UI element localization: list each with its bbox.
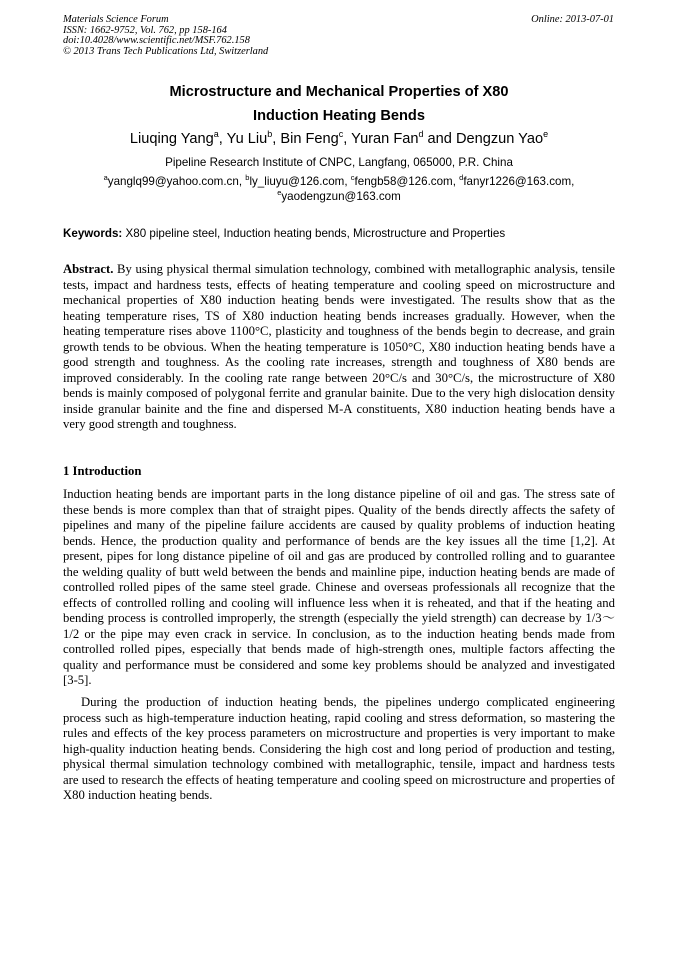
author-name: Liuqing Yang xyxy=(129,131,214,147)
affiliation: Pipeline Research Institute of CNPC, Langfang, 065000, P.R. China xyxy=(165,156,513,169)
abstract xyxy=(63,262,615,433)
email-address: fengb58@126.com xyxy=(354,175,453,188)
issn-line: ISSN: 1662-9752, Vol. 762, pp 158-164 xyxy=(63,24,227,36)
abstract-label: Abstract. xyxy=(63,262,114,276)
author-name: Yuran Fan xyxy=(351,131,419,147)
journal-header xyxy=(63,15,268,57)
keywords xyxy=(63,226,615,242)
author-name: Yu Liu xyxy=(226,131,268,147)
abstract-text: By using physical thermal simulation technology, combined with metallographic analysis, tensile tests, impact and hardness tests, effects of heating temperature and cooling speed on microstructure and mechanical properties of X80 induction heating bends were investigated. The results show that as the heating temperature rises, TS of X80 induction heating bends increases gradually. However, when the heating temperature rises above 1100°C, plasticity and toughness of the bends begin to decrease, and grain growth tends to be obvious. When the heating temperature is 1050°C, X80 induction heating bends have a good strength and toughness. As the cooling rate increases, strength and toughness of X80 bends are improved considerably. In the cooling rate range between 20°C/s and 30°C/s, the microstructure of X80 bends is mainly composed of polygonal ferrite and granular bainite. Due to the very high dislocation density inside granular bainite and the fine and dispersed M-A constituents, X80 induction heating bends have a very good strength and toughness. xyxy=(63,262,615,431)
email-separator: , xyxy=(344,175,351,188)
author-separator: , xyxy=(343,131,352,147)
intro-paragraph-2: During the production of induction heating bends, the pipelines undergo complicated engineering process such as high-temperature induction heating, rapid cooling and stress deformation, so mastering the rules and effects of the key process parameters on microstructure and properties is very important to make high-quality induction heating bends. Considering the high cost and long period of production and testing, physical thermal simulation technology combined with metallographic, tensile, impact and hardness tests are used to research the effects of heating temperature and cooling speed on microstructure and properties of X80 induction heating bends. xyxy=(63,695,615,802)
email-line-2 xyxy=(63,189,615,204)
author-mark: d xyxy=(418,129,424,139)
email-mark: e xyxy=(277,188,282,197)
author-separator: , xyxy=(218,131,227,147)
email-address: yanglq99@yahoo.com.cn xyxy=(107,175,239,188)
email-mark: c xyxy=(350,173,355,182)
author-mark: c xyxy=(338,129,344,139)
paper-title xyxy=(0,80,678,128)
email-address: ly_liuyu@126.com xyxy=(249,175,345,188)
section-heading: 1 Introduction xyxy=(63,464,142,478)
email-list xyxy=(63,174,615,204)
email-separator: , xyxy=(452,175,460,188)
author-mark: b xyxy=(267,129,273,139)
email-mark: a xyxy=(103,173,108,182)
email-mark: b xyxy=(245,173,250,182)
email-separator: , xyxy=(238,175,246,188)
doi-line: doi:10.4028/www.scientific.net/MSF.762.158 xyxy=(63,35,250,47)
author-mark: a xyxy=(213,129,219,139)
author-separator: , xyxy=(272,131,281,147)
email-address: fanyr1226@163.com xyxy=(463,175,572,188)
author-list xyxy=(0,129,678,149)
author-name: Dengzun Yao xyxy=(455,131,544,147)
copyright-line: © 2013 Trans Tech Publications Ltd, Switzerland xyxy=(63,45,269,57)
author-separator: and xyxy=(423,131,456,147)
title-line-1: Microstructure and Mechanical Properties of X80 xyxy=(169,84,509,100)
online-date: Online: 2013-07-01 xyxy=(531,14,614,25)
author-name: Bin Feng xyxy=(280,131,339,147)
email-mark: d xyxy=(459,173,464,182)
journal-name: Materials Science Forum xyxy=(63,14,169,25)
email-address: yaodengzun@163.com xyxy=(281,190,401,203)
title-line-2: Induction Heating Bends xyxy=(253,108,425,124)
author-mark: e xyxy=(543,129,549,139)
keywords-text: X80 pipeline steel, Induction heating bends, Microstructure and Properties xyxy=(125,227,506,240)
keywords-label: Keywords: xyxy=(63,227,123,240)
intro-paragraph-1: Induction heating bends are important parts in the long distance pipeline of oil and gas. The stress sate of these bends is more complex than that of straight pipes. Quality of the bends directly affects the safety of pipelines and many of the pipeline failure accidents are caused by quality problems of induction heating bends. Hence, the production quality and performance of bends are the key issues all the time [1,2]. At present, pipes for long distance pipeline of oil and gas are produced by controlled rolling and to guarantee the welding quality of butt weld between the bends and mainline pipe, induction heating bends are made of controlled rolled pipes of the same steel grade. Chinese and overseas professionals all recognize that the effects of controlled rolling and cooling will influence less when it is reheated, and that if the heating and bending process is controlled improperly, the strength (especially the yield strength) can decrease by 1/3～1/2 or the pipe may even crack in service. In conclusion, as to the induction heating bends made from controlled rolled pipes, especially that bends made of high-strength ones, multiple factors affecting the quality and performance must be considered and some key problems should be analyzed and investigated [3-5]. xyxy=(63,487,615,687)
email-line-1: $^a$yanglq99@yahoo.com.cn, $^b$ly_liuyu@126.com, $^c$fengb58@126.com, $^d$fanyr1226@163.com, xyxy=(103,173,575,188)
